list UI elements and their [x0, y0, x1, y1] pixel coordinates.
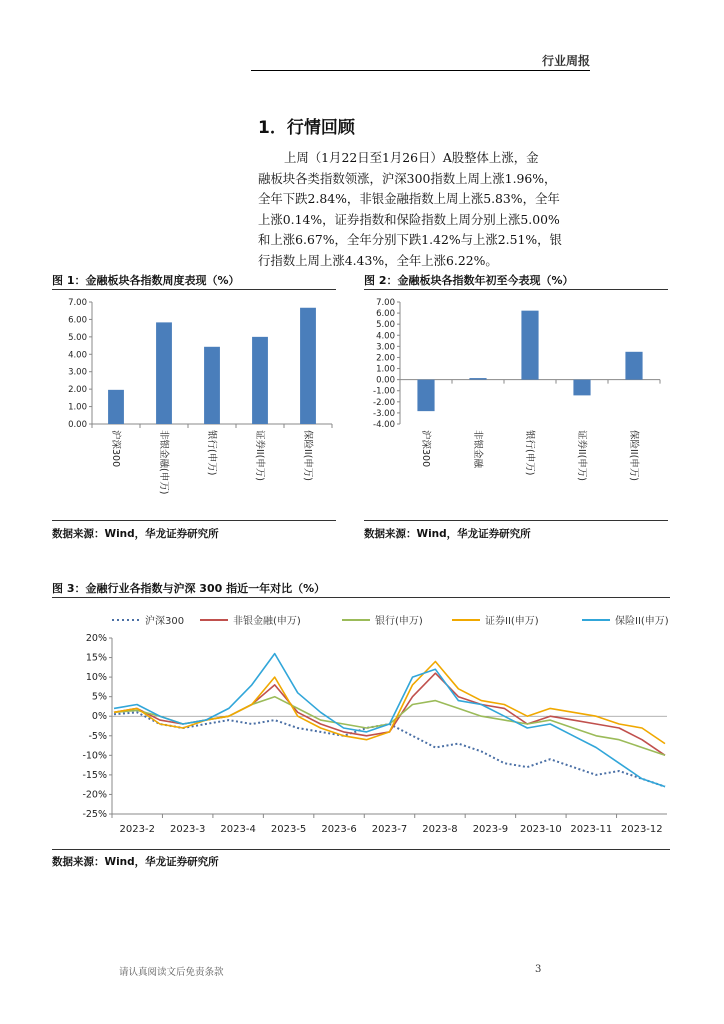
legend-label: 沪深300 [145, 616, 185, 627]
figure1-bottom-rule [52, 520, 336, 521]
y-tick-label: 15% [85, 652, 107, 664]
figure2-title: 图 2：金融板块各指数年初至今表现（%） [364, 274, 574, 287]
y-tick-label: 1.00 [68, 402, 87, 413]
legend-label: 保险II(申万) [615, 616, 669, 627]
y-tick-label: 3.00 [376, 342, 395, 353]
paragraph-line: 融板块各类指数领涨，沪深300指数上周上涨1.96%， [258, 170, 557, 186]
bar [204, 347, 220, 424]
y-tick-label: 4.00 [68, 350, 87, 361]
legend-label: 非银金融(申万) [233, 616, 301, 627]
figure3-chart [52, 600, 672, 845]
legend-label: 银行(申万) [375, 616, 423, 627]
category-label: 沪深300 [110, 430, 121, 468]
bar [300, 308, 316, 424]
category-label: 保险II(申万) [302, 430, 313, 482]
x-tick-label: 2023-11 [570, 824, 613, 835]
bar [417, 380, 434, 411]
paragraph-line: 和上涨6.67%，全年分别下跌1.42%与上涨2.51%，银 [258, 232, 562, 248]
x-tick-label: 2023-2 [119, 824, 155, 835]
bar [521, 311, 538, 380]
y-tick-label: -5% [88, 730, 107, 742]
section-title: 1．行情回顾 [258, 118, 355, 138]
y-tick-label: 6.00 [68, 315, 87, 326]
bar [156, 322, 172, 424]
paragraph-line: 全年下跌2.84%，非银金融指数上周上涨5.83%，全年 [258, 191, 560, 207]
figure3-top-rule [52, 597, 670, 598]
y-tick-label: -4.00 [373, 420, 395, 430]
x-tick-label: 2023-3 [169, 824, 206, 835]
figure2-chart [360, 292, 670, 517]
y-tick-label: 0.00 [68, 420, 87, 430]
y-tick-label: -10% [82, 750, 107, 762]
y-tick-label: 3.00 [68, 367, 87, 378]
paragraph-line: 行指数上周上涨4.43%，全年上涨6.22%。 [258, 252, 498, 268]
figure1-source: 数据来源：Wind，华龙证券研究所 [52, 528, 219, 540]
y-tick-label: 2.00 [68, 385, 87, 396]
y-tick-label: 5% [91, 691, 107, 703]
y-tick-label: -25% [82, 809, 107, 820]
category-label: 非银金融(申万) [158, 430, 169, 495]
x-tick-label: 2023-8 [422, 824, 458, 835]
y-tick-label: -20% [82, 789, 107, 801]
figure2-source: 数据来源：Wind，华龙证券研究所 [364, 528, 531, 540]
y-tick-label: 7.00 [68, 298, 87, 308]
y-tick-label: -15% [82, 769, 107, 781]
figure1-title: 图 1：金融板块各指数周度表现（%） [52, 274, 240, 287]
figure2-top-rule [364, 289, 668, 290]
y-tick-label: 20% [85, 633, 107, 644]
y-tick-label: -1.00 [373, 386, 395, 397]
y-tick-label: 5.00 [68, 332, 87, 343]
bar [573, 380, 590, 396]
y-tick-label: 4.00 [376, 331, 395, 342]
bar [625, 352, 642, 380]
x-tick-label: 2023-6 [321, 824, 357, 835]
category-label: 证券II(申万) [576, 430, 587, 482]
y-tick-label: 10% [85, 672, 107, 684]
category-label: 银行(申万) [206, 430, 217, 476]
header-rule [251, 70, 590, 71]
y-tick-label: 6.00 [376, 309, 395, 320]
page-number: 3 [535, 964, 542, 975]
review-paragraph [258, 148, 603, 272]
paragraph-line: 上周（1月22日至1月26日）A股整体上涨，金 [284, 150, 539, 165]
figure2-bottom-rule [364, 520, 668, 521]
y-tick-label: 1.00 [376, 364, 395, 375]
y-tick-label: 7.00 [376, 298, 395, 308]
x-tick-label: 2023-12 [620, 824, 663, 835]
bar [108, 390, 124, 424]
report-type-label: 行业周报 [541, 54, 590, 68]
bar [252, 337, 268, 424]
category-label: 非银金融 [472, 430, 483, 469]
category-label: 证券II(申万) [254, 430, 265, 482]
y-tick-label: -2.00 [373, 397, 395, 408]
disclaimer-note: 请认真阅读文后免责条款 [119, 967, 224, 978]
x-tick-label: 2023-10 [519, 824, 562, 835]
series-line [114, 654, 665, 787]
x-tick-label: 2023-4 [220, 824, 256, 835]
category-label: 银行(申万) [524, 430, 535, 476]
figure1-top-rule [52, 289, 336, 290]
bar [469, 378, 486, 380]
category-label: 保险II(申万) [628, 430, 639, 482]
legend-label: 证券II(申万) [485, 616, 539, 627]
x-tick-label: 2023-7 [371, 824, 408, 835]
y-tick-label: 0.00 [376, 375, 395, 386]
figure3-title: 图 3：金融行业各指数与沪深 300 指近一年对比（%） [52, 582, 326, 595]
figure1-chart [52, 292, 342, 517]
category-label: 沪深300 [420, 430, 431, 468]
paragraph-line: 上涨0.14%，证券指数和保险指数上周分别上涨5.00% [258, 211, 560, 227]
y-tick-label: 0% [91, 711, 107, 723]
y-tick-label: 2.00 [376, 353, 395, 364]
x-tick-label: 2023-9 [472, 824, 509, 835]
y-tick-label: 5.00 [376, 320, 395, 331]
figure3-bottom-rule [52, 849, 670, 850]
y-tick-label: -3.00 [373, 408, 395, 419]
figure3-source: 数据来源：Wind，华龙证券研究所 [52, 856, 219, 868]
x-tick-label: 2023-5 [270, 824, 307, 835]
